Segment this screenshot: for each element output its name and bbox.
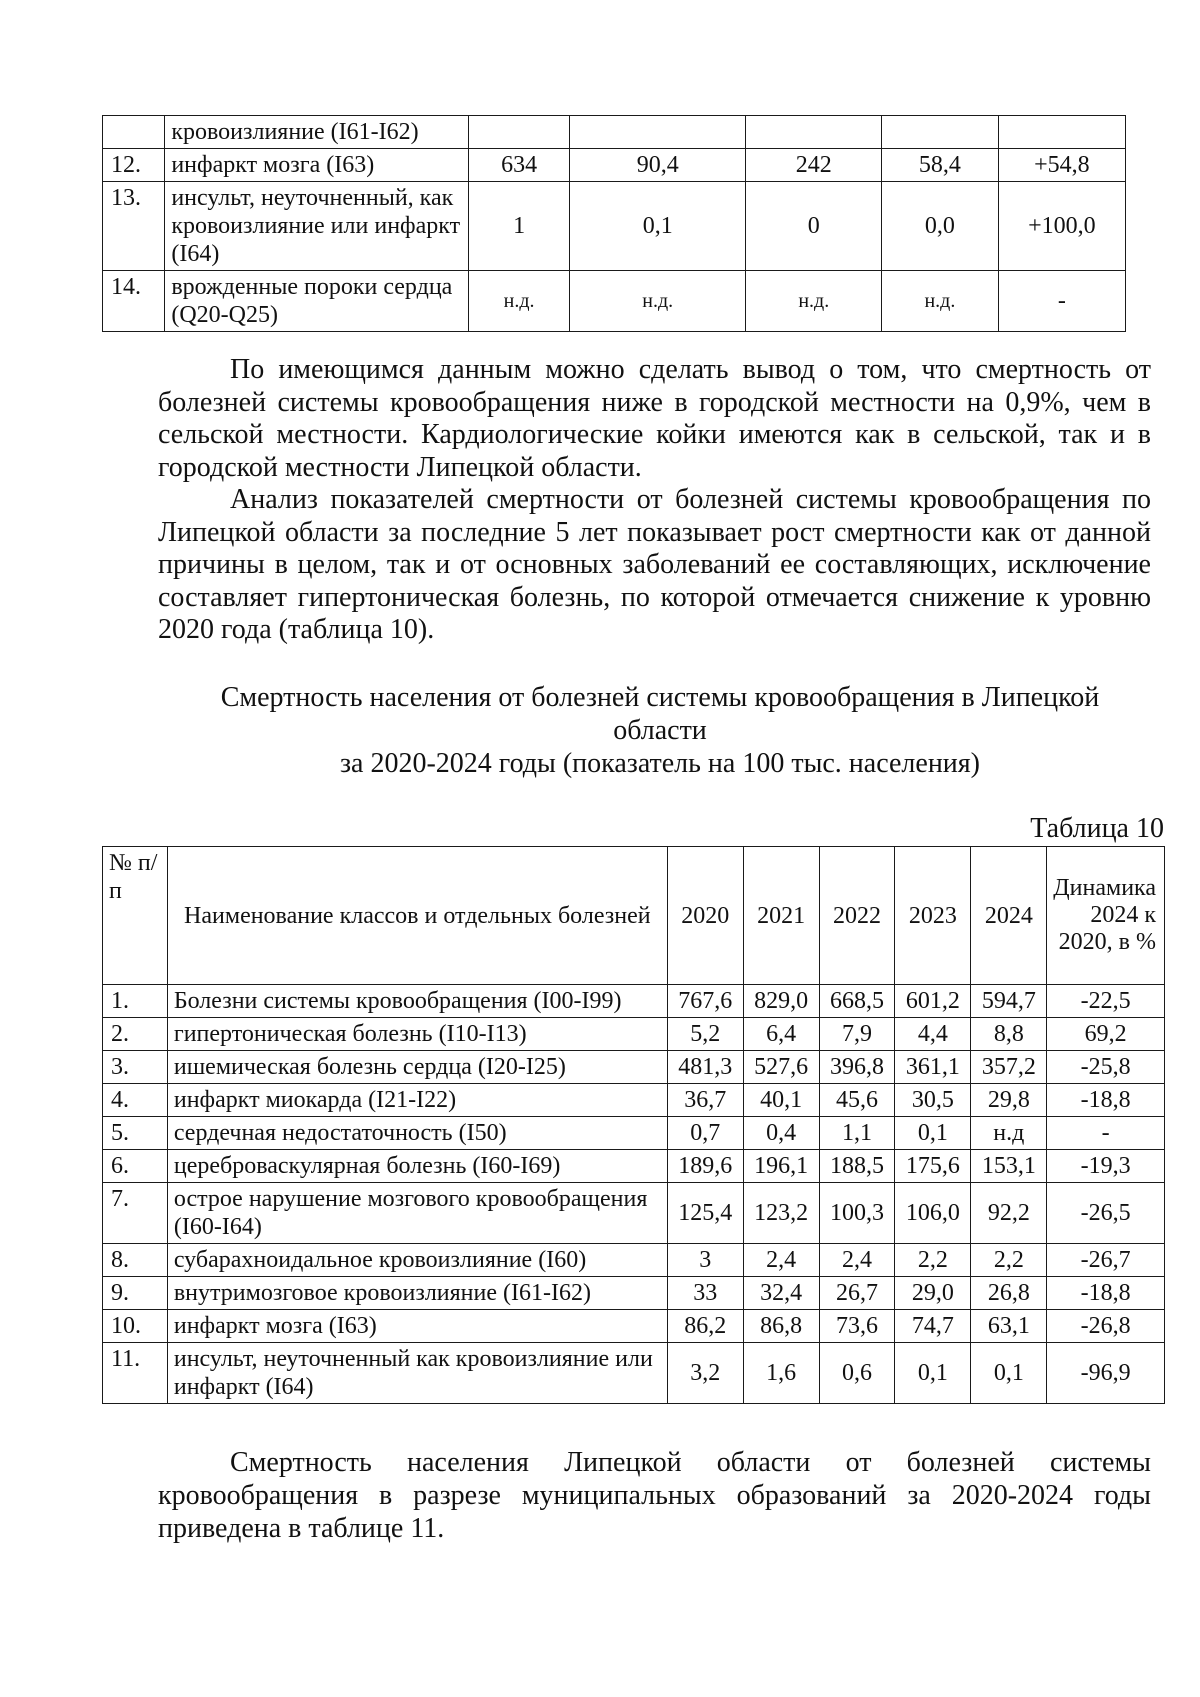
row-number: 5. <box>103 1117 168 1150</box>
row-value: 0,1 <box>895 1343 971 1404</box>
row-number: 9. <box>103 1277 168 1310</box>
row-value: 0,4 <box>743 1117 819 1150</box>
row-value: 26,7 <box>819 1277 895 1310</box>
row-name: инфаркт мозга (I63) <box>165 149 469 182</box>
row-value <box>882 116 999 149</box>
row-value <box>998 116 1125 149</box>
row-number: 10. <box>103 1310 168 1343</box>
paragraph-reference <box>158 1446 1151 1545</box>
row-dynamics: -18,8 <box>1047 1084 1165 1117</box>
row-number: 13. <box>103 182 165 271</box>
header-number: № п/п <box>103 847 168 985</box>
row-value: 123,2 <box>743 1183 819 1244</box>
row-value: 0,1 <box>570 182 746 271</box>
header-name: Наименование классов и отдельных болезней <box>167 847 667 985</box>
row-value: 30,5 <box>895 1084 971 1117</box>
row-value: 33 <box>667 1277 743 1310</box>
paragraph-conclusion <box>158 354 1151 484</box>
row-number: 4. <box>103 1084 168 1117</box>
row-value: 86,8 <box>743 1310 819 1343</box>
row-name: врожденные пороки сердца (Q20-Q25) <box>165 271 469 332</box>
row-value: 3,2 <box>667 1343 743 1404</box>
row-number: 2. <box>103 1018 168 1051</box>
row-value: 6,4 <box>743 1018 819 1051</box>
mortality-table <box>102 846 1165 1404</box>
row-value: 1 <box>469 182 570 271</box>
row-value: 2,2 <box>971 1244 1047 1277</box>
row-number <box>103 116 165 149</box>
table-row <box>103 985 1165 1018</box>
row-value: 527,6 <box>743 1051 819 1084</box>
row-value: 125,4 <box>667 1183 743 1244</box>
row-name: субарахноидальное кровоизлияние (I60) <box>167 1244 667 1277</box>
row-value: +54,8 <box>998 149 1125 182</box>
row-value: 242 <box>746 149 882 182</box>
row-value: 29,0 <box>895 1277 971 1310</box>
row-name: инфаркт миокарда (I21-I22) <box>167 1084 667 1117</box>
header-year: 2023 <box>895 847 971 985</box>
row-value: 3 <box>667 1244 743 1277</box>
row-value: н.д. <box>882 271 999 332</box>
row-value: 7,9 <box>819 1018 895 1051</box>
row-dynamics: -18,8 <box>1047 1277 1165 1310</box>
row-dynamics: -19,3 <box>1047 1150 1165 1183</box>
caption-line: Смертность населения от болезней системы кровообращения в Липецкой <box>220 682 1100 713</box>
row-number: 3. <box>103 1051 168 1084</box>
row-value: 1,1 <box>819 1117 895 1150</box>
row-value: 0,0 <box>882 182 999 271</box>
row-value: 106,0 <box>895 1183 971 1244</box>
table-row <box>103 149 1126 182</box>
row-value: 32,4 <box>743 1277 819 1310</box>
table-row <box>103 182 1126 271</box>
paragraph-text: Смертность населения Липецкой области от болезней системы кровообращения в разрезе муниципальных образований за 2020-2024 годы приведена в таблице 11. <box>158 1447 1151 1544</box>
paragraph-text: Анализ показателей смертности от болезней системы кровообращения по Липецкой области за последние 5 лет показывает рост смертности как от данной причины в целом, так и от основных заболеваний ее составляющих, исключение составляет гипертоническая болезнь, по которой отмечается снижение к уровню 2020 года (таблица 10). <box>158 484 1151 645</box>
row-name: инфаркт мозга (I63) <box>167 1310 667 1343</box>
table-row <box>103 1244 1165 1277</box>
row-name: острое нарушение мозгового кровообращения (I60-I64) <box>167 1183 667 1244</box>
row-number: 6. <box>103 1150 168 1183</box>
row-value: 86,2 <box>667 1310 743 1343</box>
caption-line: области <box>613 715 707 746</box>
row-value: 2,4 <box>743 1244 819 1277</box>
row-value: - <box>998 271 1125 332</box>
row-name: сердечная недостаточность (I50) <box>167 1117 667 1150</box>
row-number: 11. <box>103 1343 168 1404</box>
row-name: гипертоническая болезнь (I10-I13) <box>167 1018 667 1051</box>
table-row <box>103 1277 1165 1310</box>
row-dynamics: 69,2 <box>1047 1018 1165 1051</box>
table-row <box>103 1150 1165 1183</box>
row-number: 8. <box>103 1244 168 1277</box>
table-row <box>103 116 1126 149</box>
row-value: 2,4 <box>819 1244 895 1277</box>
row-name: внутримозговое кровоизлияние (I61-I62) <box>167 1277 667 1310</box>
table-caption <box>130 681 1190 780</box>
table-row <box>103 1117 1165 1150</box>
row-value: 357,2 <box>971 1051 1047 1084</box>
caption-line: за 2020-2024 годы (показатель на 100 тыс. населения) <box>339 748 980 779</box>
table-row <box>103 1084 1165 1117</box>
row-name: инсульт, неуточненный как кровоизлияние или инфаркт (I64) <box>167 1343 667 1404</box>
row-value <box>570 116 746 149</box>
row-value <box>469 116 570 149</box>
paragraph-text: По имеющимся данным можно сделать вывод о том, что смертность от болезней системы кровообращения ниже в городской местности на 0,9%, чем в сельской местности. Кардиологические койки имеются как в сельской, так и в городской местности Липецкой области. <box>158 354 1151 483</box>
table-number-label: Таблица 10 <box>1030 813 1164 844</box>
row-value: 36,7 <box>667 1084 743 1117</box>
row-value: 175,6 <box>895 1150 971 1183</box>
row-value: 196,1 <box>743 1150 819 1183</box>
row-name: ишемическая болезнь сердца (I20-I25) <box>167 1051 667 1084</box>
row-dynamics: - <box>1047 1117 1165 1150</box>
table-row <box>103 1018 1165 1051</box>
row-name: цереброваскулярная болезнь (I60-I69) <box>167 1150 667 1183</box>
row-value: 92,2 <box>971 1183 1047 1244</box>
row-value: 668,5 <box>819 985 895 1018</box>
row-dynamics: -26,5 <box>1047 1183 1165 1244</box>
row-name: Болезни системы кровообращения (I00-I99) <box>167 985 667 1018</box>
table-row <box>103 271 1126 332</box>
continuation-table <box>102 115 1126 332</box>
row-value: 73,6 <box>819 1310 895 1343</box>
header-dynamics: Динамика 2024 к 2020, в % <box>1047 847 1165 985</box>
row-number: 7. <box>103 1183 168 1244</box>
row-value <box>746 116 882 149</box>
row-value: 634 <box>469 149 570 182</box>
table-row <box>103 1310 1165 1343</box>
paragraph-analysis <box>158 484 1151 647</box>
table-row <box>103 1343 1165 1404</box>
row-value: 58,4 <box>882 149 999 182</box>
row-value: 26,8 <box>971 1277 1047 1310</box>
table-row <box>103 1183 1165 1244</box>
row-dynamics: -26,7 <box>1047 1244 1165 1277</box>
row-name: инсульт, неуточненный, как кровоизлияние или инфаркт (I64) <box>165 182 469 271</box>
row-value: н.д. <box>746 271 882 332</box>
row-value: 0,1 <box>971 1343 1047 1404</box>
row-dynamics: -26,8 <box>1047 1310 1165 1343</box>
row-value: н.д <box>971 1117 1047 1150</box>
row-value: 74,7 <box>895 1310 971 1343</box>
row-number: 12. <box>103 149 165 182</box>
table-row <box>103 1051 1165 1084</box>
header-year: 2022 <box>819 847 895 985</box>
header-year: 2020 <box>667 847 743 985</box>
row-value: 481,3 <box>667 1051 743 1084</box>
row-value: 4,4 <box>895 1018 971 1051</box>
row-value: +100,0 <box>998 182 1125 271</box>
header-year: 2024 <box>971 847 1047 985</box>
row-value: 0,7 <box>667 1117 743 1150</box>
row-dynamics: -96,9 <box>1047 1343 1165 1404</box>
row-name: кровоизлияние (I61-I62) <box>165 116 469 149</box>
table-header-row <box>103 847 1165 985</box>
row-value: 153,1 <box>971 1150 1047 1183</box>
row-value: 90,4 <box>570 149 746 182</box>
row-value: 0 <box>746 182 882 271</box>
row-value: 45,6 <box>819 1084 895 1117</box>
row-value: н.д. <box>469 271 570 332</box>
row-value: 189,6 <box>667 1150 743 1183</box>
row-value: н.д. <box>570 271 746 332</box>
row-value: 188,5 <box>819 1150 895 1183</box>
row-dynamics: -25,8 <box>1047 1051 1165 1084</box>
row-value: 361,1 <box>895 1051 971 1084</box>
row-value: 829,0 <box>743 985 819 1018</box>
row-value: 8,8 <box>971 1018 1047 1051</box>
row-value: 0,1 <box>895 1117 971 1150</box>
row-value: 40,1 <box>743 1084 819 1117</box>
row-value: 5,2 <box>667 1018 743 1051</box>
row-value: 100,3 <box>819 1183 895 1244</box>
row-value: 601,2 <box>895 985 971 1018</box>
row-number: 1. <box>103 985 168 1018</box>
row-value: 63,1 <box>971 1310 1047 1343</box>
row-value: 0,6 <box>819 1343 895 1404</box>
row-value: 767,6 <box>667 985 743 1018</box>
row-value: 1,6 <box>743 1343 819 1404</box>
row-value: 594,7 <box>971 985 1047 1018</box>
header-year: 2021 <box>743 847 819 985</box>
row-value: 29,8 <box>971 1084 1047 1117</box>
row-dynamics: -22,5 <box>1047 985 1165 1018</box>
row-value: 396,8 <box>819 1051 895 1084</box>
row-number: 14. <box>103 271 165 332</box>
row-value: 2,2 <box>895 1244 971 1277</box>
